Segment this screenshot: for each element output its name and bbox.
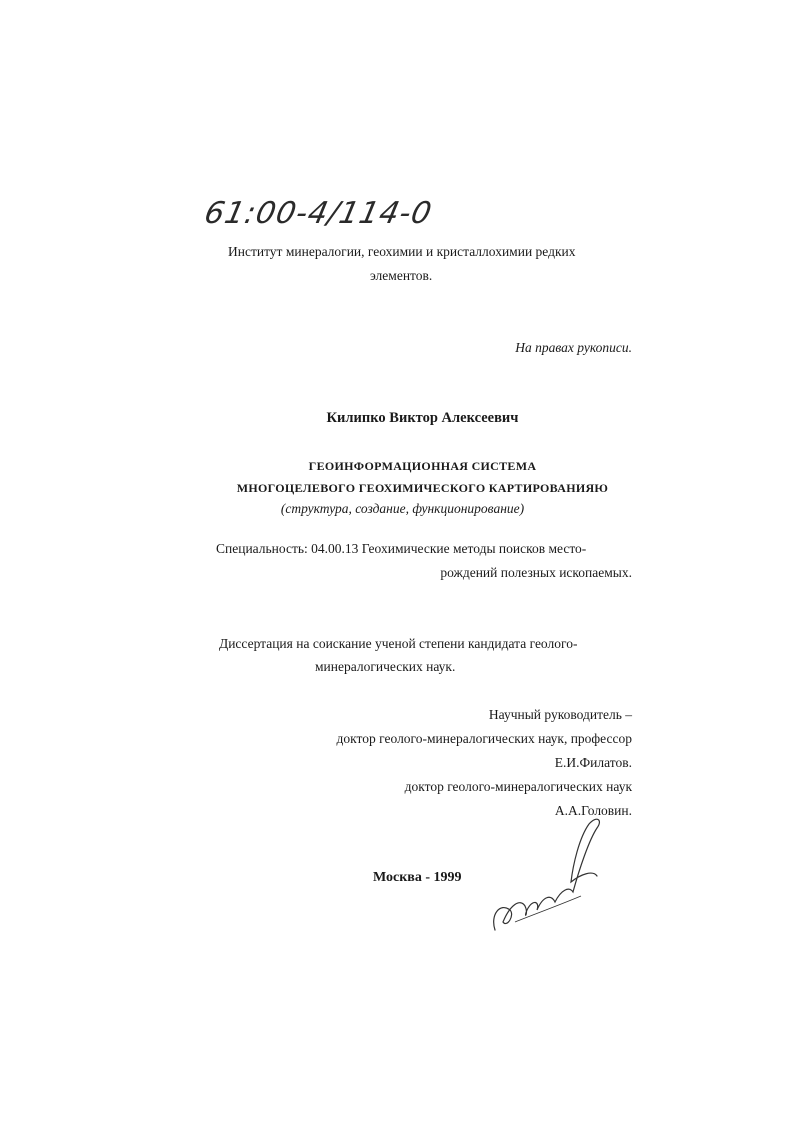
- supervisor-line-3: Е.И.Филатов.: [554, 755, 632, 770]
- supervisor-line-2: доктор геолого-минералогических наук, профессор: [336, 731, 632, 746]
- title-line-1: ГЕОИНФОРМАЦИОННАЯ СИСТЕМА: [308, 459, 537, 473]
- supervisor-line-4: доктор геолого-минералогических наук: [404, 779, 632, 794]
- handwritten-catalog-number: 61:00-4/114-0: [201, 196, 436, 231]
- city-year: Москва - 1999: [373, 870, 462, 885]
- title-subtitle: (структура, создание, функционирование): [280, 501, 525, 516]
- institute-line-1: Институт минералогии, геохимии и кристаллохимии редких: [228, 244, 576, 259]
- specialty-line-2: рождений полезных ископаемых.: [440, 565, 632, 580]
- author-name: Килипко Виктор Алексеевич: [326, 410, 519, 426]
- institute-line-2: элементов.: [370, 268, 433, 283]
- dissertation-line-1: Диссертация на соискание ученой степени кандидата геолого-: [219, 636, 578, 651]
- supervisor-line-1: Научный руководитель –: [488, 707, 632, 722]
- title-line-2: МНОГОЦЕЛЕВОГО ГЕОХИМИЧЕСКОГО КАРТИРОВАНИЯЮ: [236, 481, 609, 495]
- supervisor-line-5: А.А.Головин.: [554, 803, 632, 818]
- dissertation-line-2: минералогических наук.: [315, 659, 456, 674]
- signature-icon: [485, 810, 605, 940]
- manuscript-note: На правах рукописи.: [515, 340, 632, 355]
- specialty-line-1: Специальность: 04.00.13 Геохимические методы поисков место-: [216, 541, 587, 556]
